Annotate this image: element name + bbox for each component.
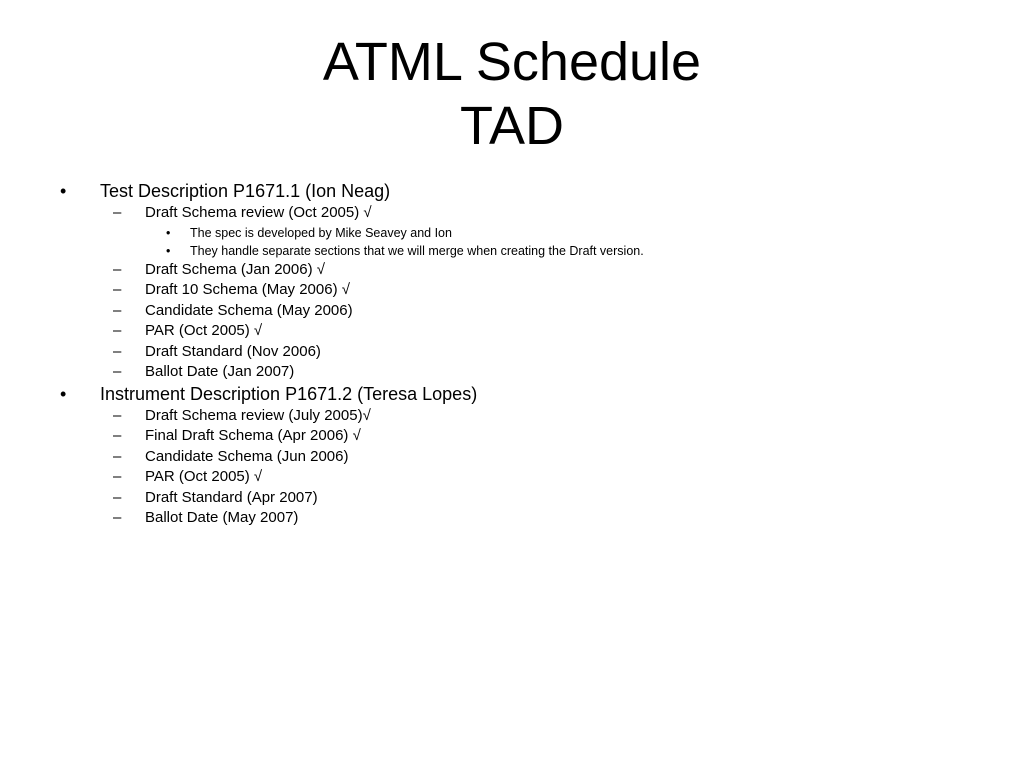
slide-title-line-2: TAD [460, 96, 564, 156]
bullet-item [0, 180, 1024, 202]
bullet-text: Draft Standard (Nov 2006) [145, 342, 321, 360]
bullet-text: Candidate Schema (May 2006) [145, 301, 353, 319]
sub-bullet-item [0, 301, 1024, 322]
bullet-text: Draft Standard (Apr 2007) [145, 488, 318, 506]
bullet-list [0, 180, 1024, 529]
bullet-marker: • [60, 383, 67, 404]
dash-marker: – [113, 281, 122, 298]
bullet-text: PAR (Oct 2005) √ [145, 322, 263, 339]
sub-bullet-item [0, 406, 1024, 427]
dash-marker: – [113, 509, 122, 526]
sub-bullet-item [0, 280, 1024, 301]
bullet-text: Instrument Description P1671.2 (Teresa Lopes) [100, 383, 478, 404]
bullet-marker: • [166, 243, 171, 258]
bullet-text: Final Draft Schema (Apr 2006) √ [145, 427, 361, 444]
dash-marker: – [113, 322, 122, 339]
dash-marker: – [113, 427, 122, 444]
dash-marker: – [113, 260, 122, 278]
sub-bullet-item [0, 508, 1024, 529]
bullet-text: Test Description P1671.1 (Ion Neag) [100, 181, 391, 201]
sub-bullet-item [0, 447, 1024, 468]
sub-bullet-item [0, 467, 1024, 488]
dash-marker: – [113, 301, 122, 319]
sub-bullet-item [0, 426, 1024, 447]
bullet-marker: • [166, 225, 171, 240]
dash-marker: – [113, 468, 122, 485]
dash-marker: – [113, 447, 122, 465]
bullet-text: Draft Schema (Jan 2006) √ [145, 260, 325, 278]
bullet-text: They handle separate sections that we will merge when creating the Draft version. [190, 243, 644, 258]
sub-sub-bullet-item [0, 242, 1024, 260]
sub-sub-bullet-item [0, 224, 1024, 242]
bullet-text: Ballot Date (Jan 2007) [145, 363, 295, 380]
bullet-text: Draft Schema review (Oct 2005) √ [145, 204, 372, 221]
sub-bullet-item [0, 342, 1024, 363]
sub-bullet-item [0, 203, 1024, 224]
bullet-marker: • [60, 181, 67, 201]
bullet-text: Draft Schema review (July 2005)√ [145, 406, 371, 424]
sub-bullet-item [0, 362, 1024, 383]
bullet-text: Draft 10 Schema (May 2006) √ [145, 281, 350, 298]
sub-bullet-item [0, 321, 1024, 342]
bullet-text: Candidate Schema (Jun 2006) [145, 447, 349, 465]
dash-marker: – [113, 342, 122, 360]
bullet-text: PAR (Oct 2005) √ [145, 468, 263, 485]
slide-title [0, 30, 1024, 158]
dash-marker: – [113, 488, 122, 506]
bullet-text: Ballot Date (May 2007) [145, 509, 299, 526]
dash-marker: – [113, 406, 122, 424]
sub-bullet-item [0, 260, 1024, 281]
dash-marker: – [113, 204, 122, 221]
dash-marker: – [113, 363, 122, 380]
bullet-item [0, 383, 1024, 405]
slide-title-line-1: ATML Schedule [322, 32, 702, 92]
sub-bullet-item [0, 488, 1024, 509]
bullet-text: The spec is developed by Mike Seavey and Ion [190, 225, 452, 240]
